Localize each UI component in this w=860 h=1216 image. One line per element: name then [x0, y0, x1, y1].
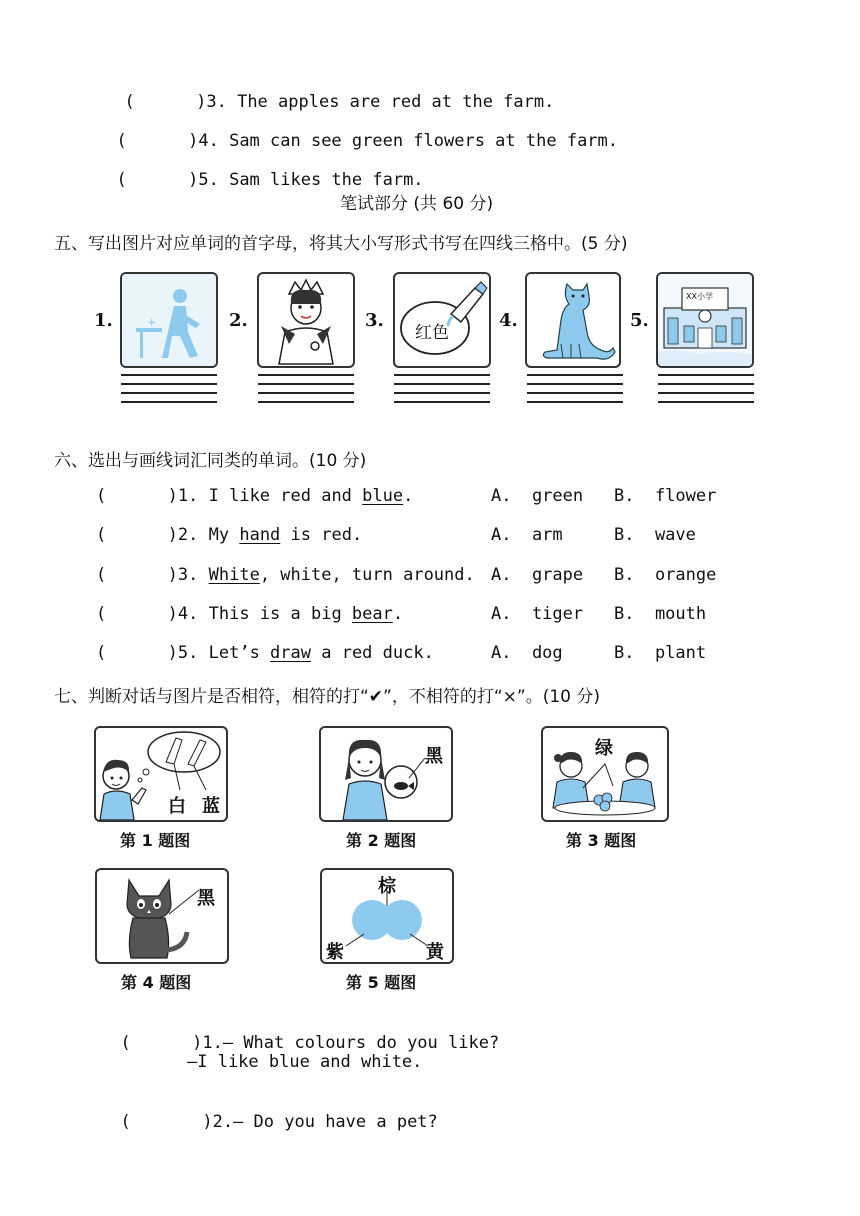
underlined-word: blue [362, 486, 404, 506]
item-text: 3. The apples are red at the farm. [206, 92, 555, 112]
figure-5 [320, 868, 454, 964]
queen-icon [259, 274, 353, 366]
black-label-cat: 黑 [197, 888, 215, 909]
svg-text:+: + [148, 315, 156, 329]
question-number: 1. [177, 486, 199, 506]
question-text-pre: My [208, 525, 240, 545]
dialog-text: 1.— What colours do you like? [202, 1033, 500, 1053]
question-number: 3. [177, 565, 199, 585]
underlined-word: White [208, 565, 260, 585]
picture-red-crayon [393, 272, 491, 368]
question-text-post: is red. [280, 525, 363, 545]
answer-paren[interactable]: ( ) [96, 486, 178, 506]
figure-3 [541, 726, 669, 822]
answer-paren[interactable]: ( ) [120, 1033, 203, 1053]
panther-icon [527, 274, 619, 366]
red-colour-label: 红色 [415, 323, 449, 343]
answer-paren[interactable]: ( ) [96, 643, 178, 663]
option-a[interactable]: A. tiger [491, 604, 584, 624]
section6-title: 六、选出与画线词汇同类的单词。(10 分) [54, 451, 367, 471]
option-a[interactable]: A. green [491, 486, 584, 506]
answer-paren[interactable]: ( ) [96, 525, 178, 545]
dialog-text: 2.— Do you have a pet? [212, 1112, 438, 1132]
pic-number-2: 2. [229, 310, 248, 331]
choice-question-1 [96, 486, 413, 506]
picture-school [656, 272, 754, 368]
choice-question-4 [96, 604, 403, 624]
option-a[interactable]: A. grape [491, 565, 584, 585]
sit-person-icon [122, 274, 216, 366]
four-line-grid-4[interactable] [527, 374, 623, 410]
underlined-word: bear [351, 604, 393, 624]
question-number: 2. [177, 525, 199, 545]
dialog-1-question [100, 1013, 499, 1053]
question-text-pre: I like red and [208, 486, 363, 506]
picture-queen [257, 272, 355, 368]
green-label: 绿 [595, 738, 613, 759]
answer-paren[interactable]: ( ) [116, 170, 199, 190]
answer-paren[interactable]: ( ) [96, 604, 178, 624]
brown-label: 棕 [378, 876, 396, 897]
answer-paren[interactable]: ( ) [124, 92, 207, 112]
listen-item-3 [104, 72, 554, 112]
choice-question-5 [96, 643, 434, 663]
four-line-grid-3[interactable] [394, 374, 490, 410]
school-building-icon [658, 274, 752, 366]
option-a[interactable]: A. arm [491, 525, 563, 545]
option-b[interactable]: B. orange [614, 565, 717, 585]
answer-paren[interactable]: ( ) [96, 565, 178, 585]
picture-sit-down [120, 272, 218, 368]
pic-number-4: 4. [499, 310, 518, 331]
four-line-grid-5[interactable] [658, 374, 754, 410]
question-number: 5. [177, 643, 199, 663]
four-line-grid-1[interactable] [121, 374, 217, 410]
section7-title: 七、判断对话与图片是否相符，相符的打“✔”，不相符的打“×”。(10 分) [54, 687, 601, 707]
black-label: 黑 [425, 746, 443, 767]
figure-1 [94, 726, 228, 822]
option-b[interactable]: B. plant [614, 643, 707, 663]
question-text-post: a red duck. [311, 643, 434, 663]
pic-number-5: 5. [630, 310, 649, 331]
four-line-grid-2[interactable] [258, 374, 354, 410]
section5-title: 五、写出图片对应单词的首字母，将其大小写形式书写在四线三格中。(5 分) [54, 234, 628, 254]
figure-4-caption: 第 4 题图 [121, 973, 192, 992]
question-text-post: . [392, 604, 404, 624]
question-text-pre: Let’s [208, 643, 271, 663]
white-label: 白 [168, 796, 186, 817]
figure-1-caption: 第 1 题图 [120, 831, 191, 850]
figure-2 [319, 726, 453, 822]
listen-item-4 [96, 111, 618, 151]
question-number: 4. [177, 604, 199, 624]
option-a[interactable]: A. dog [491, 643, 563, 663]
picture-panther [525, 272, 621, 368]
answer-paren[interactable]: ( ) [120, 1112, 213, 1132]
question-text-post: . [403, 486, 414, 506]
option-b[interactable]: B. flower [614, 486, 717, 506]
figure-2-caption: 第 2 题图 [346, 831, 417, 850]
question-text-post: , white, turn around. [259, 565, 475, 585]
pic-number-1: 1. [94, 310, 113, 331]
purple-label: 紫 [326, 942, 344, 963]
item-text: 5. Sam likes the farm. [198, 170, 424, 190]
underlined-word: hand [239, 525, 281, 545]
figure-5-caption: 第 5 题图 [346, 973, 417, 992]
question-text-pre: This is a big [208, 604, 352, 624]
written-part-heading: 笔试部分 (共 60 分) [340, 194, 494, 214]
yellow-label: 黄 [426, 942, 444, 963]
option-b[interactable]: B. mouth [614, 604, 707, 624]
blue-label: 蓝 [202, 796, 220, 817]
dialog-1-answer: —I like blue and white. [187, 1052, 423, 1072]
choice-question-3 [96, 565, 475, 585]
pic-number-3: 3. [365, 310, 384, 331]
figure-4 [95, 868, 229, 964]
underlined-word: draw [270, 643, 311, 663]
option-b[interactable]: B. wave [614, 525, 696, 545]
answer-paren[interactable]: ( ) [116, 131, 199, 151]
dialog-2-question [100, 1092, 438, 1132]
item-text: 4. Sam can see green flowers at the farm. [198, 131, 619, 151]
choice-question-2 [96, 525, 362, 545]
figure-3-caption: 第 3 题图 [566, 831, 637, 850]
school-sign: XX小学 [686, 292, 713, 301]
listen-item-5 [96, 150, 424, 190]
